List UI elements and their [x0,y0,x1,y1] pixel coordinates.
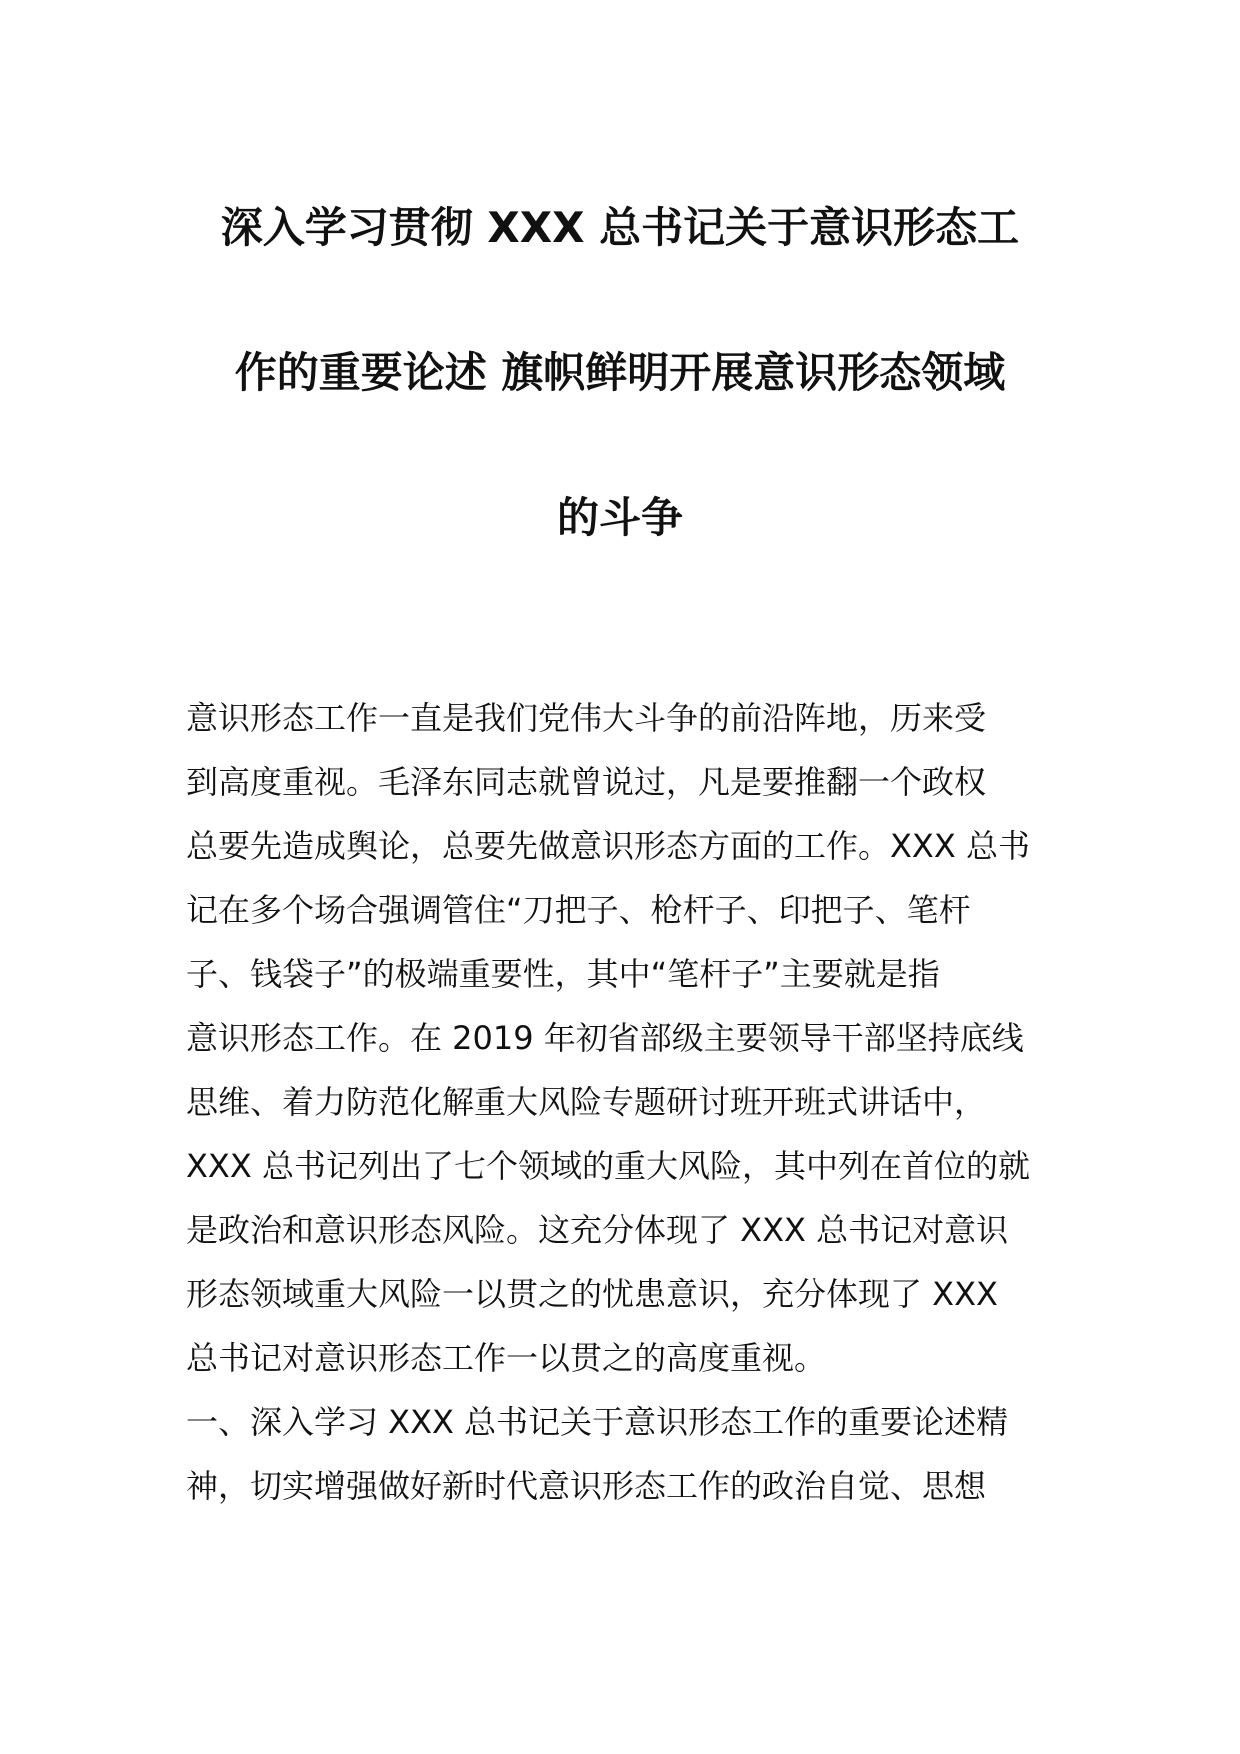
body-line-3: 总要先造成舆论，总要先做意识形态方面的工作。XXX 总书 [186,827,1030,865]
body-line-1: 意识形态工作一直是我们党伟大斗争的前沿阵地，历来受 [186,699,987,737]
body-line-2: 到高度重视。毛泽东同志就曾说过，凡是要推翻一个政权 [186,763,987,801]
body-line-9: 是政治和意识形态风险。这充分体现了 XXX 总书记对意识 [186,1211,1009,1249]
body-line-10: 形态领域重大风险一以贯之的忧患意识，充分体现了 XXX [186,1275,998,1313]
body-line-4: 记在多个场合强调管住“刀把子、枪杆子、印把子、笔杆 [186,891,971,929]
body-line-6: 意识形态工作。在 2019 年初省部级主要领导干部坚持底线 [186,1019,1024,1057]
title-line-2: 作的重要论述 旗帜鲜明开展意识形态领域 [234,348,1006,397]
body-line-8: XXX 总书记列出了七个领域的重大风险，其中列在首位的就 [186,1147,1030,1185]
body-line-5: 子、钱袋子”的极端重要性，其中“笔杆子”主要就是指 [186,955,940,993]
title-line-3: 的斗争 [556,493,683,542]
section-heading-line-1: 一、深入学习 XXX 总书记关于意识形态工作的重要论述精 [186,1403,1009,1441]
body-line-11: 总书记对意识形态工作一以贯之的高度重视。 [186,1339,827,1377]
section-heading-line-2: 神，切实增强做好新时代意识形态工作的政治自觉、思想 [186,1467,987,1505]
title-line-1: 深入学习贯彻 XXX 总书记关于意识形态工 [220,203,1020,252]
body-line-7: 思维、着力防范化解重大风险专题研讨班开班式讲话中， [186,1083,987,1121]
